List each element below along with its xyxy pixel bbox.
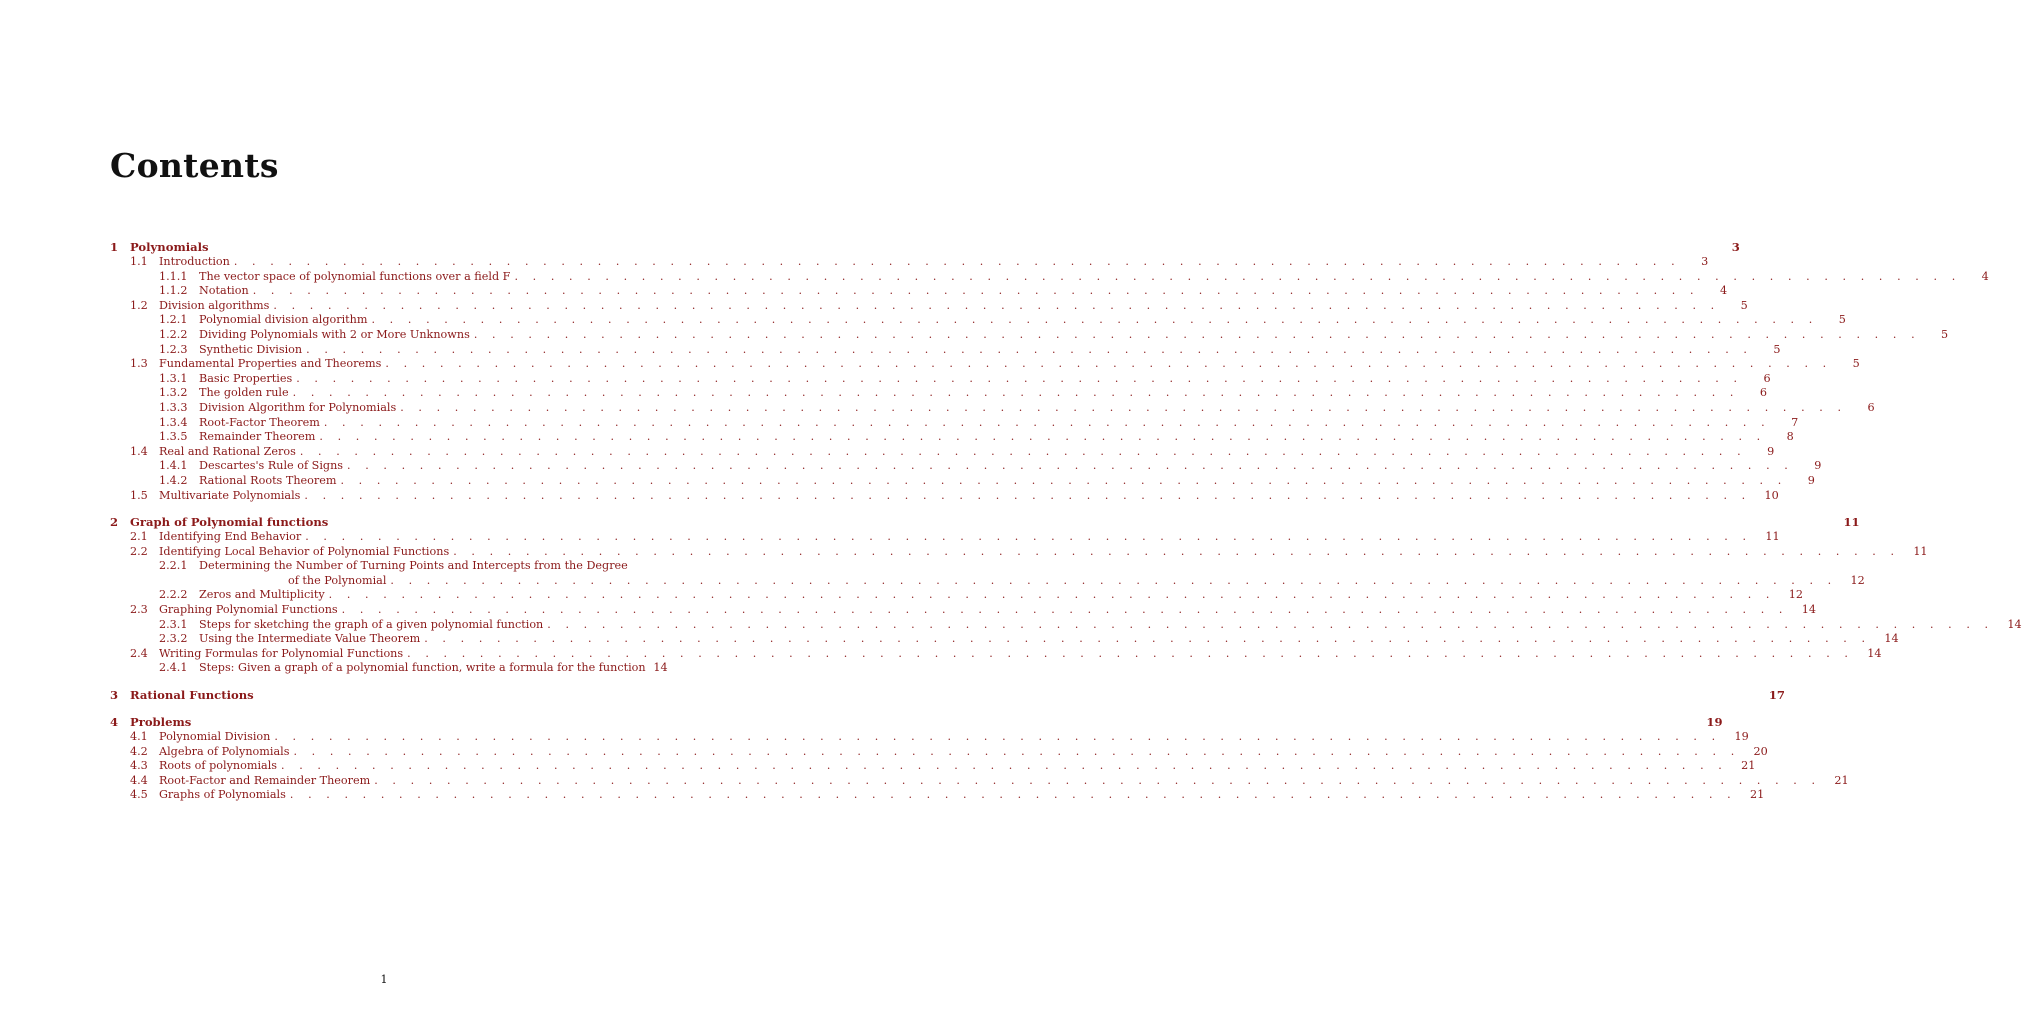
toc-dot-leader: . . . . . . . . . . . . . . . . . . . . . . . . . . . . . . . . . . . . . . . . . . . . . . . . . . . . . . . . . . . . . . . . . . . . . . . . . . . . . . . . xyxy=(296,371,1743,385)
toc-entry-title[interactable]: Identifying End Behavior xyxy=(159,530,302,544)
toc-dot-leader: . . . . . . . . . . . . . . . . . . . . . . . . . . . . . . . . . . . . . . . . . . . . . . . . . . . . . . . . . . . . . . . . . . . . . . . . . . . . . . . . xyxy=(252,284,1700,298)
toc-page-number[interactable]: 20 xyxy=(1753,744,1768,758)
toc-chapter xyxy=(110,240,1989,503)
toc-page-number[interactable]: 5 xyxy=(1852,357,1860,371)
toc-page-number[interactable]: 14 xyxy=(1884,632,1899,646)
toc-entry-number: 4.4 xyxy=(130,773,148,787)
toc-entry-title[interactable]: Writing Formulas for Polynomial Functions xyxy=(159,646,404,660)
toc-chapter-entry[interactable] xyxy=(110,715,1723,730)
toc-entry-number: 1.1.2 xyxy=(159,284,188,298)
toc-entry-number: 2.3 xyxy=(130,603,148,617)
toc-entry-title[interactable]: Real and Rational Zeros xyxy=(159,444,296,458)
toc-section-entry[interactable] xyxy=(110,488,1779,504)
toc-entry-number: 4.3 xyxy=(130,759,148,773)
toc-page-number[interactable]: 9 xyxy=(1807,473,1815,487)
toc-subsection-entry[interactable] xyxy=(110,430,1794,445)
toc-entry-number: 1.1 xyxy=(130,255,148,268)
toc-subsection-entry[interactable] xyxy=(110,400,1875,416)
toc-entry-number: 2.2.1 xyxy=(159,559,188,573)
toc-dot-leader: . . . . . . . . . . . . . . . . . . . . . . . . . . . . . . . . . . . . . . . . . . . . . . . . . . . . . . . . . . . . . . . . . . . . . . . . . . . . . . . . xyxy=(305,530,1752,544)
toc-entry-title[interactable]: Division algorithms xyxy=(159,298,270,312)
toc-entry-title[interactable]: Polynomial Division xyxy=(159,730,271,744)
toc-entry-number: 1.1.1 xyxy=(159,269,188,283)
toc-page-number[interactable]: 12 xyxy=(1850,573,1865,587)
toc-entry-number: 1.2 xyxy=(130,298,148,312)
toc-dot-leader: . . . . . . . . . . . . . . . . . . . . . . . . . . . . . . . . . . . . . . . . . . . . . . . . . . . . . . . . . . . . . . . . . . . . . . . . . . . . . . . . xyxy=(390,573,1837,587)
toc-page-number[interactable]: 11 xyxy=(1913,544,1928,558)
toc-page-number[interactable]: 5 xyxy=(1838,313,1846,327)
toc-dot-leader: . . . . . . . . . . . . . . . . . . . . . . . . . . . . . . . . . . . . . . . . . . . . . . . . . . . . . . . . . . . . . . . . . . . . . . . . . . . . . . . . xyxy=(424,632,1871,646)
toc-entry-title[interactable]: Graphing Polynomial Functions xyxy=(159,603,338,617)
toc-subsection-entry[interactable] xyxy=(110,342,1781,358)
toc-subsection-entry[interactable] xyxy=(110,588,1804,603)
page-number: 1 xyxy=(380,973,388,986)
toc-subsection-entry[interactable] xyxy=(110,269,1989,285)
toc-entry-number: 1.3.2 xyxy=(159,386,188,400)
toc-dot-leader: . . . . . . . . . . . . . . . . . . . . . . . . . . . . . . . . . . . . . . . . . . . . . . . . . . . . . . . . . . . . . . . . . . . . . . . . . . . . . . . . xyxy=(453,544,1900,558)
toc-subsection-entry[interactable] xyxy=(110,617,2022,633)
toc-entry-number: 1.3.5 xyxy=(159,430,188,444)
toc-page-number[interactable]: 3 xyxy=(1701,255,1709,268)
toc-page-number[interactable]: 4 xyxy=(1719,284,1728,298)
toc-entry-number: 2 xyxy=(110,515,119,530)
toc-entry-title[interactable]: Determining the Number of Turning Points and Intercepts from the Degree xyxy=(199,559,628,573)
toc-chapter-entry[interactable] xyxy=(110,515,1860,530)
toc-dot-leader: . . . . . . . . . . . . . . . . . . . . . . . . . . . . . . . . . . . . . . . . . . . . . . . . . . . . . . . . . . . . . . . . . . . . . . . . . . . . . . . . xyxy=(374,773,1821,787)
toc-entry-title[interactable]: Multivariate Polynomials xyxy=(159,488,301,502)
toc-subsection-entry[interactable] xyxy=(110,327,1949,343)
toc-dot-leader: . . . . . . . . . . . . . . . . . . . . . . . . . . . . . . . . . . . . . . . . . . . . . . . . . . . . . . . . . . . . . . . . . . . . . . . . . . . . . . . . xyxy=(306,342,1753,356)
toc-entry-number: 1.4.1 xyxy=(159,459,188,473)
toc-entry-title[interactable]: Root-Factor Theorem xyxy=(199,415,320,429)
toc-page-number[interactable]: 4 xyxy=(1981,269,1989,283)
toc-dot-leader: . . . . . . . . . . . . . . . . . . . . . . . . . . . . . . . . . . . . . . . . . . . . . . . . . . . . . . . . . . . . . . . . . . . . . . . . . . . . . . . . xyxy=(547,617,1994,631)
toc-subsection-entry[interactable] xyxy=(110,284,1728,299)
toc-chapter-entry[interactable] xyxy=(110,240,1740,255)
toc-dot-leader: . . . . . . . . . . . . . . . . . . . . . . . . . . . . . . . . . . . . . . . . . . . . . . . . . . . . . . . . . . . . . . . . . . . . . . . . . . . . . . . . xyxy=(385,357,1832,371)
toc-entry-number: 1.5 xyxy=(130,488,148,502)
toc-subsection-entry[interactable] xyxy=(110,661,668,676)
toc-section-entry[interactable] xyxy=(110,773,1849,789)
toc-entry-number: 1.2.2 xyxy=(159,327,188,341)
toc-entry-title[interactable]: The vector space of polynomial functions over a field F xyxy=(199,269,511,283)
toc-entry-number: 2.4.1 xyxy=(159,661,188,675)
toc-entry-title[interactable]: Steps: Given a graph of a polynomial function, write a formula for the function xyxy=(199,661,646,675)
toc-entry-title[interactable]: Notation xyxy=(199,284,249,298)
toc-subsection-entry[interactable] xyxy=(110,459,1822,474)
toc-entry-title[interactable]: Introduction xyxy=(159,255,230,268)
page-title: Contents xyxy=(110,146,279,185)
toc-section-entry[interactable] xyxy=(110,530,1780,545)
toc-entry-number: 2.3.2 xyxy=(159,632,188,646)
toc-entry-number: 1 xyxy=(110,240,119,254)
toc-entry-number: 4.1 xyxy=(130,730,148,744)
toc-entry-number: 3 xyxy=(110,688,119,703)
toc-entry-number: 2.2 xyxy=(130,544,148,558)
toc-dot-leader: . . . . . . . . . . . . . . . . . . . . . . . . . . . . . . . . . . . . . . . . . . . . . . . . . . . . . . . . . . . . . . . . . . . . . . . . . . . . . . . . xyxy=(289,788,1737,802)
toc-dot-leader: . . . . . . . . . . . . . . . . . . . . . . . . . . . . . . . . . . . . . . . . . . . . . . . . . . . . . . . . . . . . . . . . . . . . . . . . . . . . . . . . xyxy=(292,386,1739,400)
toc-page-number[interactable]: 5 xyxy=(1740,298,1748,312)
toc-section-entry[interactable] xyxy=(110,759,1756,774)
toc-chapter xyxy=(110,515,2022,676)
toc-dot-leader: . . . . . . . . . . . . . . . . . . . . . . . . . . . . . . . . . . . . . . . . . . . . . . . . . . . . . . . . . . . . . . . . . . . . . . . . . . . . . . . . xyxy=(400,400,1847,414)
toc-entry-title[interactable]: Graphs of Polynomials xyxy=(159,788,286,802)
toc-section-entry[interactable] xyxy=(110,730,1749,745)
toc-subsection-entry[interactable] xyxy=(110,386,1767,401)
toc-entry-number: 2.3.1 xyxy=(159,617,188,631)
toc-entry-title[interactable]: Zeros and Multiplicity xyxy=(199,588,325,602)
toc-page-number[interactable]: 8 xyxy=(1786,430,1794,444)
toc-entry-number: 1.3.1 xyxy=(159,371,188,385)
toc-entry-title[interactable]: Descartes's Rule of Signs xyxy=(199,459,344,473)
toc-entry-number: 2.2.2 xyxy=(159,588,188,602)
toc-subsection-entry[interactable] xyxy=(110,415,1799,431)
toc-dot-leader: . . . . . . . . . . . . . . . . . . . . . . . . . . . . . . . . . . . . . . . . . . . . . . . . . . . . . . . . . . . . . . . . . . . . . . . . . . . . . . . . xyxy=(407,646,1854,660)
toc-page-number[interactable]: 14 xyxy=(1801,603,1817,617)
toc-page-number[interactable]: 11 xyxy=(1765,530,1780,544)
toc-subsection-entry[interactable] xyxy=(110,632,1899,647)
toc-entry-number: 1.3.4 xyxy=(159,415,188,429)
toc-page-number[interactable]: 19 xyxy=(1734,730,1749,744)
toc-subsection-entry[interactable] xyxy=(110,559,658,574)
toc-entry-number: 4 xyxy=(110,715,119,730)
toc-entry-title[interactable]: Polynomials xyxy=(130,240,209,254)
toc-dot-leader: . . . . . . . . . . . . . . . . . . . . . . . . . . . . . . . . . . . . . . . . . . . . . . . . . . . . . . . . . . . . . . . . . . . . . . . . . . . . . . . . xyxy=(274,730,1721,744)
toc-entry-title[interactable]: Rational Functions xyxy=(130,688,254,703)
toc-page-number[interactable]: 10 xyxy=(1764,488,1779,502)
toc-section-entry[interactable] xyxy=(110,444,1775,460)
toc-entry-title[interactable]: Rational Roots Theorem xyxy=(199,473,337,487)
toc-page-number[interactable]: 14 xyxy=(653,661,668,675)
toc-subsection-entry[interactable] xyxy=(110,473,1815,489)
toc-page-number[interactable]: 9 xyxy=(1814,459,1822,473)
toc-dot-leader: . . . . . . . . . . . . . . . . . . . . . . . . . . . . . . . . . . . . . . . . . . . . . . . . . . . . . . . . . . . . . . . . . . . . . . . . . . . . . . . . xyxy=(304,488,1751,502)
toc-dot-leader: . . . . . . . . . . . . . . . . . . . . . . . . . . . . . . . . . . . . . . . . . . . . . . . . . . . . . . . . . . . . . . . . . . . . . . . . . . . . . . . . xyxy=(293,744,1740,758)
toc-dot-leader: . . . . . . . . . . . . . . . . . . . . . . . . . . . . . . . . . . . . . . . . . . . . . . . . . . . . . . . . . . . . . . . . . . . . . . . . . . . . . . . . xyxy=(323,415,1771,429)
toc-entry-title[interactable]: The golden rule xyxy=(199,386,289,400)
toc-entry-number: 2.4 xyxy=(130,646,148,660)
toc-entry-number: 1.2.3 xyxy=(159,342,188,356)
toc-section-entry[interactable] xyxy=(110,544,1928,560)
toc-section-entry[interactable] xyxy=(110,298,1748,314)
toc-chapter xyxy=(110,688,1785,703)
toc-dot-leader: . . . . . . . . . . . . . . . . . . . . . . . . . . . . . . . . . . . . . . . . . . . . . . . . . . . . . . . . . . . . . . . . . . . . . . . . . . . . . . . . xyxy=(371,313,1818,327)
toc-entry-title[interactable]: Basic Properties xyxy=(199,371,293,385)
toc-page-number[interactable]: 7 xyxy=(1791,415,1799,429)
toc-dot-leader: . . . . . . . . . . . . . . . . . . . . . . . . . . . . . . . . . . . . . . . . . . . . . . . . . . . . . . . . . . . . . . . . . . . . . . . . . . . . . . . . xyxy=(473,327,1921,341)
toc-dot-leader: . . . . . . . . . . . . . . . . . . . . . . . . . . . . . . . . . . . . . . . . . . . . . . . . . . . . . . . . . . . . . . . . . . . . . . . . . . . . . . . . xyxy=(319,430,1766,444)
toc-entry-number: 1.3 xyxy=(130,357,148,371)
toc-dot-leader: . . . . . . . . . . . . . . . . . . . . . . . . . . . . . . . . . . . . . . . . . . . . . . . . . . . . . . . . . . . . . . . . . . . . . . . . . . . . . . . . xyxy=(341,603,1789,617)
toc-subsection-entry[interactable] xyxy=(110,371,1771,387)
toc-dot-leader: . . . . . . . . . . . . . . . . . . . . . . . . . . . . . . . . . . . . . . . . . . . . . . . . . . . . . . . . . . . . . . . . . . . . . . . . . . . . . . . . xyxy=(514,269,1961,283)
toc-entry-title[interactable]: of the Polynomial xyxy=(288,573,387,587)
toc-section-entry[interactable] xyxy=(110,255,1709,270)
toc-chapter-entry[interactable] xyxy=(110,688,1785,703)
toc-page-number[interactable]: 17 xyxy=(1768,688,1785,703)
toc-entry-number: 2.1 xyxy=(130,530,148,544)
toc-entry-number: 4.2 xyxy=(130,744,148,758)
toc-page-number[interactable]: 12 xyxy=(1788,588,1804,602)
toc-page-number[interactable]: 6 xyxy=(1763,371,1771,385)
toc-chapter xyxy=(110,715,1849,803)
toc-page-number[interactable]: 21 xyxy=(1741,759,1756,773)
toc-entry-title[interactable]: Problems xyxy=(130,715,192,730)
toc-page-number[interactable]: 3 xyxy=(1731,240,1740,254)
toc-page-number[interactable]: 6 xyxy=(1759,386,1767,400)
toc-page-number[interactable]: 14 xyxy=(1867,646,1882,660)
toc-entry-number: 1.3.3 xyxy=(159,400,188,414)
toc-entry-title[interactable]: Algebra of Polynomials xyxy=(159,744,290,758)
toc-entry-title[interactable]: Roots of polynomials xyxy=(159,759,278,773)
toc-entry-title[interactable]: Fundamental Properties and Theorems xyxy=(159,357,382,371)
toc-entry-title[interactable]: Using the Intermediate Value Theorem xyxy=(199,632,421,646)
toc-entry-title[interactable]: Identifying Local Behavior of Polynomial Functions xyxy=(159,544,450,558)
toc-entry-title[interactable]: Graph of Polynomial functions xyxy=(130,515,329,530)
toc-entry-number: 1.2.1 xyxy=(159,313,188,327)
toc-subsection-entry[interactable] xyxy=(110,313,1846,328)
toc-entry-title[interactable]: Division Algorithm for Polynomials xyxy=(199,400,397,414)
toc-page-number[interactable]: 21 xyxy=(1749,788,1765,802)
toc-page-number[interactable]: 5 xyxy=(1773,342,1781,356)
toc-dot-leader: . . . . . . . . . . . . . . . . . . . . . . . . . . . . . . . . . . . . . . . . . . . . . . . . . . . . . . . . . . . . . . . . . . . . . . . . . . . . . . . . xyxy=(328,588,1776,602)
toc-section-entry[interactable] xyxy=(110,603,1817,618)
toc-page-number[interactable]: 14 xyxy=(2007,617,2022,631)
toc-entry-number: 1.4 xyxy=(130,444,148,458)
toc-entry-title[interactable]: Remainder Theorem xyxy=(199,430,316,444)
toc-entry-number: 1.4.2 xyxy=(159,473,188,487)
toc-entry-title[interactable]: Synthetic Division xyxy=(199,342,303,356)
toc-entry-number: 4.5 xyxy=(130,788,148,802)
toc-dot-leader: . . . . . . . . . . . . . . . . . . . . . . . . . . . . . . . . . . . . . . . . . . . . . . . . . . . . . . . . . . . . . . . . . . . . . . . . . . . . . . . . xyxy=(281,759,1728,773)
toc-section-entry[interactable] xyxy=(110,646,1882,662)
toc-section-entry[interactable] xyxy=(110,788,1765,803)
toc-dot-leader: . . . . . . . . . . . . . . . . . . . . . . . . . . . . . . . . . . . . . . . . . . . . . . . . . . . . . . . . . . . . . . . . . . . . . . . . . . . . . . . . xyxy=(347,459,1794,473)
toc-entry-continuation[interactable] xyxy=(110,573,1865,589)
toc-page-number[interactable]: 5 xyxy=(1941,327,1949,341)
toc-section-entry[interactable] xyxy=(110,744,1768,760)
toc-dot-leader: . . . . . . . . . . . . . . . . . . . . . . . . . . . . . . . . . . . . . . . . . . . . . . . . . . . . . . . . . . . . . . . . . . . . . . . . . . . . . . . . xyxy=(340,473,1787,487)
toc-page-number[interactable]: 9 xyxy=(1767,444,1775,458)
toc-dot-leader: . . . . . . . . . . . . . . . . . . . . . . . . . . . . . . . . . . . . . . . . . . . . . . . . . . . . . . . . . . . . . . . . . . . . . . . . . . . . . . . . xyxy=(233,255,1681,268)
toc-page-number[interactable]: 11 xyxy=(1843,515,1860,530)
toc-dot-leader: . . . . . . . . . . . . . . . . . . . . . . . . . . . . . . . . . . . . . . . . . . . . . . . . . . . . . . . . . . . . . . . . . . . . . . . . . . . . . . . . xyxy=(273,298,1720,312)
toc-entry-title[interactable]: Polynomial division algorithm xyxy=(199,313,368,327)
toc-entry-title[interactable]: Dividing Polynomials with 2 or More Unknowns xyxy=(199,327,470,341)
table-of-contents xyxy=(110,240,2022,803)
toc-page-number[interactable]: 19 xyxy=(1706,715,1723,730)
toc-dot-leader: . . . . . . . . . . . . . . . . . . . . . . . . . . . . . . . . . . . . . . . . . . . . . . . . . . . . . . . . . . . . . . . . . . . . . . . . . . . . . . . . xyxy=(299,444,1747,458)
toc-page-number[interactable]: 21 xyxy=(1834,773,1849,787)
toc-page-number[interactable]: 6 xyxy=(1867,400,1875,414)
toc-entry-title[interactable]: Steps for sketching the graph of a given polynomial function xyxy=(199,617,544,631)
toc-entry-title[interactable]: Root-Factor and Remainder Theorem xyxy=(159,773,371,787)
toc-section-entry[interactable] xyxy=(110,357,1860,372)
